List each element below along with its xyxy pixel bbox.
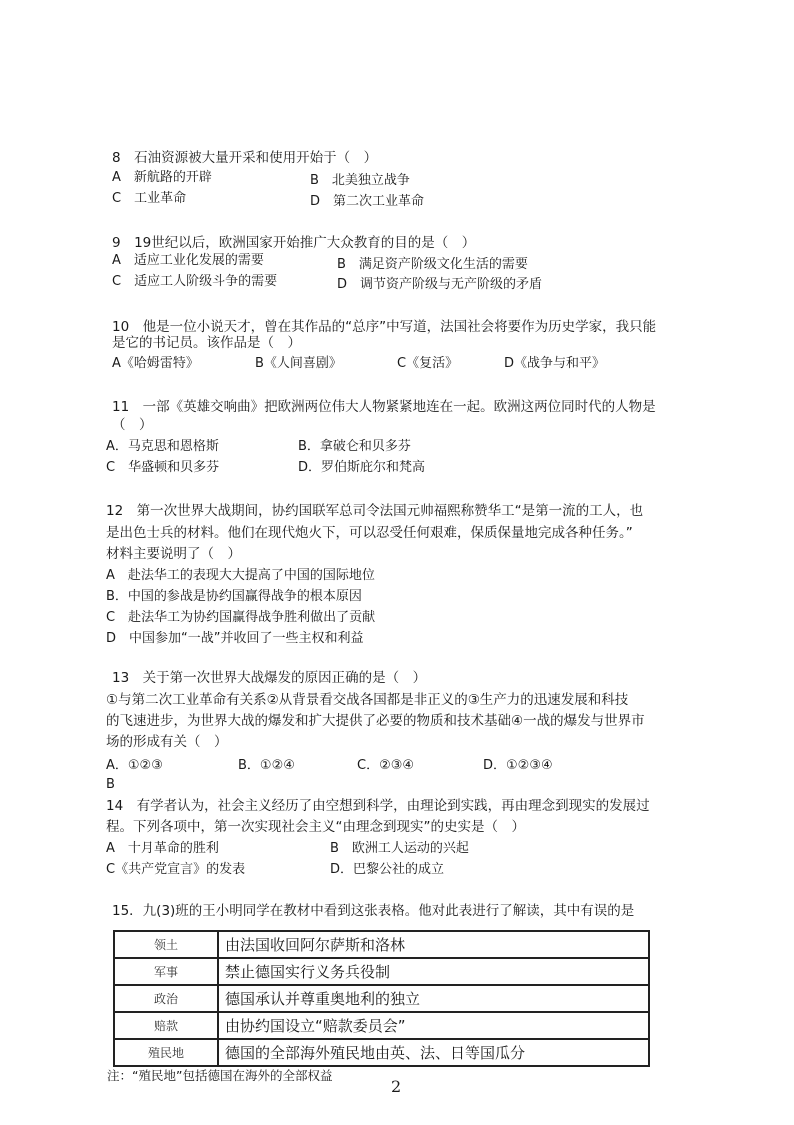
q14-line2: 程。下列各项中，第一次实现社会主义“由理念到现实”的史实是（ ） [106, 819, 525, 835]
q13-line3: 场的形成有关（ ） [106, 734, 228, 750]
q10-option-a: A《哈姆雷特》 [112, 356, 199, 371]
table-key: 政治 [114, 985, 218, 1012]
q10-option-b: B《人间喜剧》 [255, 356, 342, 371]
q8-stem: 8 石油资源被大量开采和使用开始于（ ） [112, 150, 378, 166]
q9-stem: 9 19世纪以后，欧洲国家开始推广大众教育的目的是（ ） [112, 235, 476, 251]
q13-line2: 的飞速进步，为世界大战的爆发和扩大提供了必要的物质和技术基础④一战的爆发与世界市 [106, 713, 645, 729]
q13-answer: B [106, 777, 115, 792]
q12-option-a: A 赴法华工的表现大大提高了中国的国际地位 [106, 568, 375, 583]
q14-option-d: D．巴黎公社的成立 [330, 862, 445, 877]
q10-option-d: D《战争与和平》 [504, 356, 606, 371]
q14-option-b: B 欧洲工人运动的兴起 [330, 841, 469, 856]
q12-option-d: D 中国参加“一战”并收回了一些主权和利益 [106, 631, 364, 646]
q9-option-c: C 适应工人阶级斗争的需要 [112, 274, 278, 289]
table-row [114, 958, 649, 985]
q12-option-b: B．中国的参战是协约国赢得战争的根本原因 [106, 589, 362, 604]
table-row [114, 1012, 649, 1039]
q8-option-c: C 工业革命 [112, 191, 187, 206]
q11-line1: 11 一部《英雄交响曲》把欧洲两位伟大人物紧紧地连在一起。欧洲这两位同时代的人物是 [112, 399, 656, 415]
q9-option-b: B 满足资产阶级文化生活的需要 [337, 257, 528, 272]
q12-line2: 是出色士兵的材料。他们在现代炮火下，可以忍受任何艰难，保质保量地完成各种任务。” [106, 525, 633, 541]
table-value: 德国承认并尊重奥地利的独立 [218, 985, 649, 1012]
q13-option-d: D．①②③④ [483, 758, 553, 773]
table-row [114, 1039, 649, 1066]
q14-option-c: C《共产党宣言》的发表 [106, 862, 246, 877]
q13-line1: ①与第二次工业革命有关系②从背景看交战各国都是非正义的③生产力的迅速发展和科技 [106, 692, 629, 708]
q11-option-c: C 华盛顿和贝多芬 [106, 460, 220, 475]
table-value: 禁止德国实行义务兵役制 [218, 958, 649, 985]
q15-stem: 15．九(3)班的王小明同学在教材中看到这张表格。他对此表进行了解读，其中有误的是 [112, 903, 635, 919]
table-value: 由法国收回阿尔萨斯和洛林 [218, 931, 649, 958]
q12-line3: 材料主要说明了（ ） [106, 546, 241, 562]
q8-option-d: D 第二次工业革命 [310, 194, 425, 209]
q13-option-b: B．①②④ [238, 758, 295, 773]
table-value: 德国的全部海外殖民地由英、法、日等国瓜分 [218, 1039, 649, 1066]
q8-option-a: A 新航路的开辟 [112, 170, 212, 185]
q11-line2: （ ） [112, 417, 153, 433]
q11-option-b: B．拿破仑和贝多芬 [298, 439, 411, 454]
q11-option-d: D．罗伯斯庇尔和梵高 [298, 460, 426, 475]
page-number: 2 [391, 1077, 402, 1096]
table-key: 领土 [114, 931, 218, 958]
q14-line1: 14 有学者认为，社会主义经历了由空想到科学，由理论到实践，再由理念到现实的发展过 [106, 798, 650, 814]
q10-line1: 10 他是一位小说天才，曾在其作品的“总序”中写道，法国社会将要作为历史学家，我只能 [112, 319, 657, 335]
treaty-table [113, 930, 650, 1067]
q10-option-c: C《复活》 [397, 356, 459, 371]
q11-option-a: A．马克思和恩格斯 [106, 439, 219, 454]
q12-option-c: C 赴法华工为协约国赢得战争胜利做出了贡献 [106, 610, 376, 625]
table-note: 注：“殖民地”包括德国在海外的全部权益 [107, 1068, 333, 1083]
q12-line1: 12 第一次世界大战期间，协约国联军总司令法国元帅福熙称赞华工“是第一流的工人，也 [106, 503, 644, 519]
table-key: 殖民地 [114, 1039, 218, 1066]
q13-option-a: A．①②③ [106, 758, 163, 773]
table-row [114, 985, 649, 1012]
q9-option-a: A 适应工业化发展的需要 [112, 253, 264, 268]
table-row [114, 931, 649, 958]
q9-option-d: D 调节资产阶级与无产阶级的矛盾 [337, 277, 543, 292]
q14-option-a: A 十月革命的胜利 [106, 841, 219, 856]
table-key: 赔款 [114, 1012, 218, 1039]
q8-option-b: B 北美独立战争 [310, 173, 410, 188]
q13-stem: 13 关于第一次世界大战爆发的原因正确的是（ ） [112, 670, 427, 686]
table-key: 军事 [114, 958, 218, 985]
table-value: 由协约国设立“赔款委员会” [218, 1012, 649, 1039]
q10-line2: 是它的书记员。该作品是（ ） [112, 335, 301, 351]
q13-option-c: C．②③④ [357, 758, 415, 773]
